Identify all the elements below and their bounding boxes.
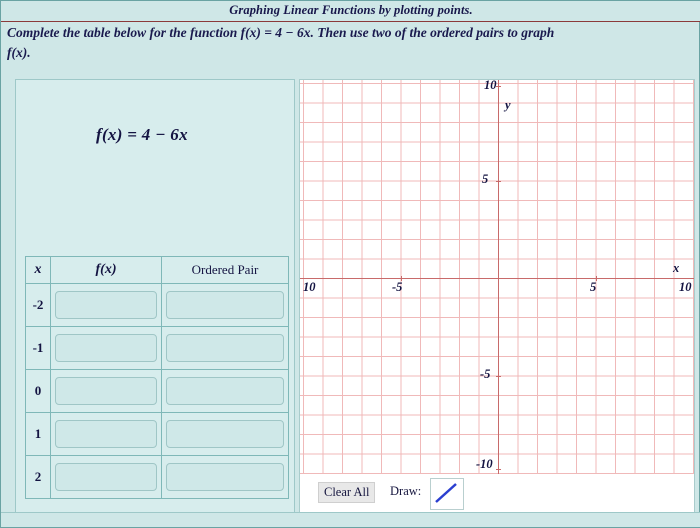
instruction-text xyxy=(7,23,693,63)
column-header-fx: f(x) xyxy=(51,257,162,284)
label-x-neg10: 10 xyxy=(303,280,316,294)
function-table xyxy=(25,256,289,499)
ordered-pair-input-row-4[interactable] xyxy=(166,420,284,448)
function-table-wrapper xyxy=(25,256,285,499)
page-title: Graphing Linear Functions by plotting points. xyxy=(229,3,473,17)
tick-y-neg5 xyxy=(496,376,501,377)
fx-cell xyxy=(51,284,162,327)
title-bar xyxy=(1,1,700,22)
pair-cell xyxy=(162,456,289,499)
x-axis xyxy=(300,278,694,279)
fx-cell xyxy=(51,327,162,370)
column-header-x: x xyxy=(26,257,51,284)
label-x-neg5: -5 xyxy=(392,280,403,294)
ordered-pair-input-row-2[interactable] xyxy=(166,334,284,362)
table-row xyxy=(26,370,289,413)
label-y-neg5: -5 xyxy=(480,367,491,381)
window-footer xyxy=(1,512,700,527)
draw-label: Draw: xyxy=(390,484,422,498)
ordered-pair-input-row-3[interactable] xyxy=(166,377,284,405)
tick-y-5 xyxy=(496,181,501,182)
fx-cell xyxy=(51,456,162,499)
fx-input-row-3[interactable] xyxy=(55,377,157,405)
fx-input-row-2[interactable] xyxy=(55,334,157,362)
x-value: -1 xyxy=(26,327,51,370)
x-value: 1 xyxy=(26,413,51,456)
label-x-10: 10 xyxy=(679,280,692,294)
instruction-line-1: Complete the table below for the function f(x) = 4 − 6x. Then use two of the ordered pairs to graph xyxy=(7,25,555,40)
fx-cell xyxy=(51,370,162,413)
graph-controls xyxy=(300,474,694,512)
pair-cell xyxy=(162,370,289,413)
fx-input-row-1[interactable] xyxy=(55,291,157,319)
clear-all-button[interactable]: Clear All xyxy=(318,482,375,503)
table-row xyxy=(26,284,289,327)
ordered-pair-input-row-5[interactable] xyxy=(166,463,284,491)
fx-input-row-4[interactable] xyxy=(55,420,157,448)
label-y-5: 5 xyxy=(482,172,489,186)
column-header-ordered-pair: Ordered Pair xyxy=(162,257,289,284)
label-y-10: 10 xyxy=(484,79,497,92)
label-x-5: 5 xyxy=(590,280,597,294)
table-row xyxy=(26,327,289,370)
table-header-row xyxy=(26,257,289,284)
ordered-pair-input-row-1[interactable] xyxy=(166,291,284,319)
tick-y-neg10 xyxy=(496,469,501,470)
x-value: -2 xyxy=(26,284,51,327)
table-row xyxy=(26,413,289,456)
instruction-line-2: f(x). xyxy=(7,45,31,60)
y-axis xyxy=(498,80,499,474)
pair-cell xyxy=(162,327,289,370)
label-y-neg10: -10 xyxy=(476,457,493,471)
line-segment-icon xyxy=(431,479,461,507)
x-value: 2 xyxy=(26,456,51,499)
fx-input-row-5[interactable] xyxy=(55,463,157,491)
graph-panel[interactable] xyxy=(299,79,695,513)
table-row xyxy=(26,456,289,499)
pair-cell xyxy=(162,284,289,327)
fx-cell xyxy=(51,413,162,456)
coordinate-grid[interactable] xyxy=(300,80,694,474)
x-value: 0 xyxy=(26,370,51,413)
pair-cell xyxy=(162,413,289,456)
x-axis-label: x xyxy=(673,261,680,275)
function-formula: f(x) = 4 − 6x xyxy=(96,125,188,144)
y-axis-label: y xyxy=(505,98,511,112)
draw-tool-button[interactable] xyxy=(430,478,464,510)
table-panel xyxy=(15,79,295,513)
